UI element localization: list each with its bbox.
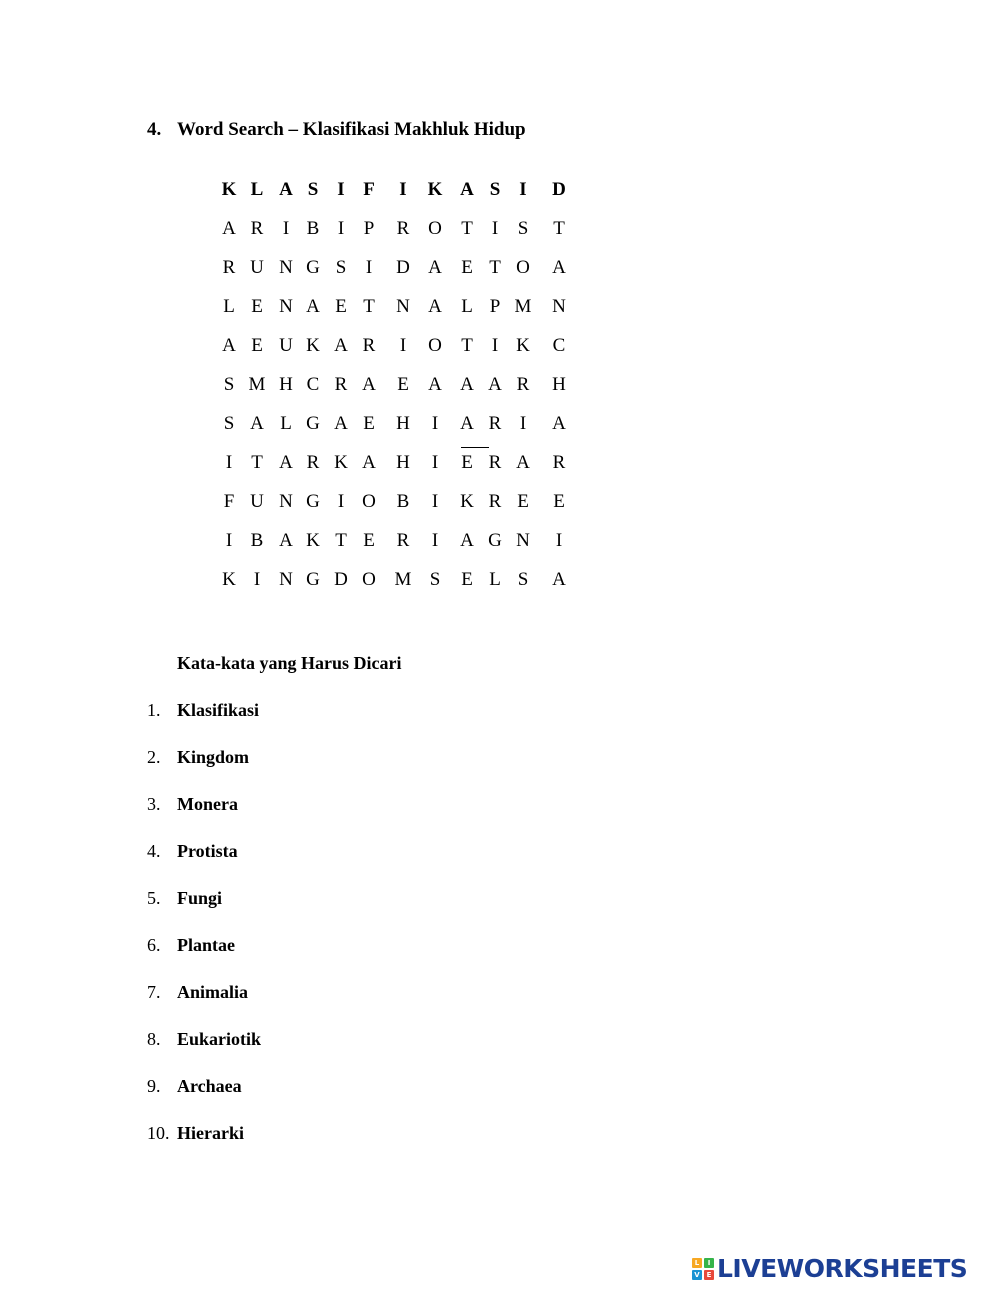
word-number: 9. (147, 1076, 161, 1096)
grid-cell: I (365, 257, 373, 278)
grid-cell: A (552, 257, 566, 278)
grid-cell: L (280, 413, 292, 434)
grid-overline-mark (461, 447, 489, 448)
grid-cell: M (514, 296, 532, 317)
grid-cell: E (461, 452, 473, 473)
grid-cell: R (222, 257, 236, 278)
word-text: Klasifikasi (177, 700, 260, 720)
grid-cell: U (279, 335, 293, 356)
grid-cell: I (491, 335, 499, 356)
grid-cell: O (362, 569, 376, 590)
word-list-item (147, 1026, 261, 1073)
word-list-item (147, 744, 261, 791)
grid-cell: A (460, 530, 474, 551)
grid-cell: F (223, 491, 235, 512)
grid-cell: E (461, 569, 473, 590)
grid-cell: A (428, 374, 442, 395)
word-text: Hierarki (177, 1123, 244, 1143)
grid-cell: E (461, 257, 473, 278)
grid-cell: E (397, 374, 409, 395)
grid-cell: I (337, 218, 345, 239)
logo-text: LIVEWORKSHEETS (717, 1254, 968, 1283)
grid-cell: T (553, 218, 565, 239)
grid-cell: O (428, 218, 442, 239)
grid-cell: R (488, 452, 502, 473)
grid-cell: I (399, 335, 407, 356)
grid-cell: G (306, 257, 320, 278)
word-list-heading: Kata-kata yang Harus Dicari (177, 653, 402, 673)
word-list-item (147, 932, 261, 979)
grid-cell: A (460, 179, 474, 200)
word-list-item (147, 1073, 261, 1120)
word-text: Eukariotik (177, 1029, 262, 1049)
grid-cell: I (431, 491, 439, 512)
grid-cell: K (306, 335, 320, 356)
grid-cell: R (552, 452, 566, 473)
grid-cell: N (516, 530, 530, 551)
grid-cell: A (362, 374, 376, 395)
grid-cell: R (516, 374, 530, 395)
word-number: 6. (147, 935, 161, 955)
liveworksheets-logo (692, 1252, 967, 1286)
word-number: 1. (147, 700, 161, 720)
grid-cell: N (552, 296, 566, 317)
grid-cell: R (306, 452, 320, 473)
grid-cell: A (552, 569, 566, 590)
grid-cell: E (251, 335, 263, 356)
grid-cell: O (362, 491, 376, 512)
section-heading (147, 116, 526, 144)
word-text: Animalia (177, 982, 249, 1002)
section-title: Word Search – Klasifikasi Makhluk Hidup (177, 119, 526, 140)
grid-cell: I (225, 452, 233, 473)
grid-cell: B (250, 530, 264, 551)
grid-cell: A (306, 296, 320, 317)
grid-cell: N (396, 296, 410, 317)
word-list (147, 697, 261, 1167)
grid-cell: T (335, 530, 347, 551)
grid-cell: L (223, 296, 235, 317)
grid-cell: C (306, 374, 320, 395)
grid-cell: A (362, 452, 376, 473)
word-number: 5. (147, 888, 161, 908)
grid-cell: A (516, 452, 530, 473)
grid-cell: A (460, 374, 474, 395)
grid-cell: E (517, 491, 529, 512)
grid-cell: A (488, 374, 502, 395)
grid-cell: K (306, 530, 320, 551)
grid-cell: G (306, 413, 320, 434)
grid-cell: R (488, 491, 502, 512)
grid-cell: L (489, 569, 501, 590)
word-list-item (147, 1120, 261, 1167)
grid-cell: S (307, 179, 319, 200)
grid-cell: U (250, 491, 264, 512)
grid-cell: I (431, 413, 439, 434)
grid-cell: A (460, 413, 474, 434)
word-text: Protista (177, 841, 238, 861)
grid-cell: A (552, 413, 566, 434)
grid-cell: I (337, 491, 345, 512)
grid-cell: S (517, 218, 529, 239)
grid-cell: I (555, 530, 563, 551)
grid-cell: O (428, 335, 442, 356)
word-number: 2. (147, 747, 161, 767)
grid-cell: T (461, 335, 473, 356)
grid-cell: E (363, 530, 375, 551)
grid-cell: I (225, 530, 233, 551)
grid-cell: A (428, 257, 442, 278)
grid-cell: S (517, 569, 529, 590)
grid-cell: I (431, 530, 439, 551)
word-text: Fungi (177, 888, 223, 908)
grid-cell: K (460, 491, 474, 512)
grid-cell: E (363, 413, 375, 434)
grid-cell: A (334, 335, 348, 356)
grid-cell: I (519, 413, 527, 434)
grid-cell: P (363, 218, 375, 239)
grid-cell: A (279, 530, 293, 551)
word-number: 4. (147, 841, 161, 861)
word-number: 7. (147, 982, 161, 1002)
grid-cell: G (488, 530, 502, 551)
grid-cell: R (396, 218, 410, 239)
grid-cell: I (337, 179, 345, 200)
grid-cell: K (334, 452, 348, 473)
grid-cell: F (363, 179, 375, 200)
grid-cell: A (250, 413, 264, 434)
logo-mark-square: L (692, 1258, 702, 1268)
grid-cell: I (282, 218, 290, 239)
grid-cell: H (396, 413, 410, 434)
grid-cell: I (491, 218, 499, 239)
grid-cell: N (279, 296, 293, 317)
grid-cell: S (223, 413, 235, 434)
grid-cell: R (396, 530, 410, 551)
grid-cell: B (306, 218, 320, 239)
grid-cell: N (279, 569, 293, 590)
word-list-item (147, 791, 261, 838)
word-text: Plantae (177, 935, 235, 955)
grid-cell: T (461, 218, 473, 239)
grid-cell: K (516, 335, 530, 356)
grid-cell: A (428, 296, 442, 317)
grid-cell: R (334, 374, 348, 395)
word-text: Monera (177, 794, 238, 814)
grid-cell: R (488, 413, 502, 434)
grid-cell: H (279, 374, 293, 395)
grid-cell: L (250, 179, 264, 200)
grid-cell: R (362, 335, 376, 356)
grid-cell: M (248, 374, 266, 395)
logo-mark-square: E (704, 1270, 714, 1280)
grid-cell: I (519, 179, 527, 200)
logo-mark-square: V (692, 1270, 702, 1280)
logo-mark-icon (692, 1258, 714, 1280)
grid-cell: S (429, 569, 441, 590)
grid-cell: A (222, 218, 236, 239)
grid-cell: T (251, 452, 263, 473)
word-list-item (147, 697, 261, 744)
grid-cell: D (396, 257, 410, 278)
word-list-item (147, 838, 261, 885)
grid-cell: T (363, 296, 375, 317)
section-number: 4. (147, 119, 162, 140)
logo-mark-square: I (704, 1258, 714, 1268)
grid-cell: N (279, 491, 293, 512)
grid-cell: S (489, 179, 501, 200)
word-number: 8. (147, 1029, 161, 1049)
grid-cell: N (279, 257, 293, 278)
grid-cell: K (222, 569, 236, 590)
word-number: 10. (147, 1123, 170, 1143)
grid-cell: A (279, 452, 293, 473)
grid-cell: A (222, 335, 236, 356)
grid-cell: U (250, 257, 264, 278)
grid-cell: B (396, 491, 410, 512)
word-number: 3. (147, 794, 161, 814)
grid-cell: I (253, 569, 261, 590)
grid-cell: T (489, 257, 501, 278)
grid-cell: H (552, 374, 566, 395)
grid-cell: L (461, 296, 473, 317)
word-list-item (147, 885, 261, 932)
grid-cell: R (250, 218, 264, 239)
grid-cell: E (251, 296, 263, 317)
word-text: Archaea (177, 1076, 242, 1096)
word-list-item (147, 979, 261, 1026)
grid-cell: G (306, 491, 320, 512)
grid-cell: E (335, 296, 347, 317)
grid-cell: A (334, 413, 348, 434)
grid-cell: P (489, 296, 501, 317)
grid-cell: E (553, 491, 565, 512)
grid-cell: S (335, 257, 347, 278)
grid-cell: A (279, 179, 293, 200)
grid-cell: S (223, 374, 235, 395)
grid-cell: C (552, 335, 566, 356)
grid-cell: G (306, 569, 320, 590)
grid-cell: K (221, 179, 237, 200)
grid-cell: I (431, 452, 439, 473)
grid-cell: K (427, 179, 443, 200)
grid-cell: H (396, 452, 410, 473)
grid-cell: D (334, 569, 348, 590)
grid-cell: O (516, 257, 530, 278)
grid-cell: D (552, 179, 566, 200)
grid-cell: I (399, 179, 407, 200)
grid-cell: M (394, 569, 412, 590)
word-text: Kingdom (177, 747, 250, 767)
